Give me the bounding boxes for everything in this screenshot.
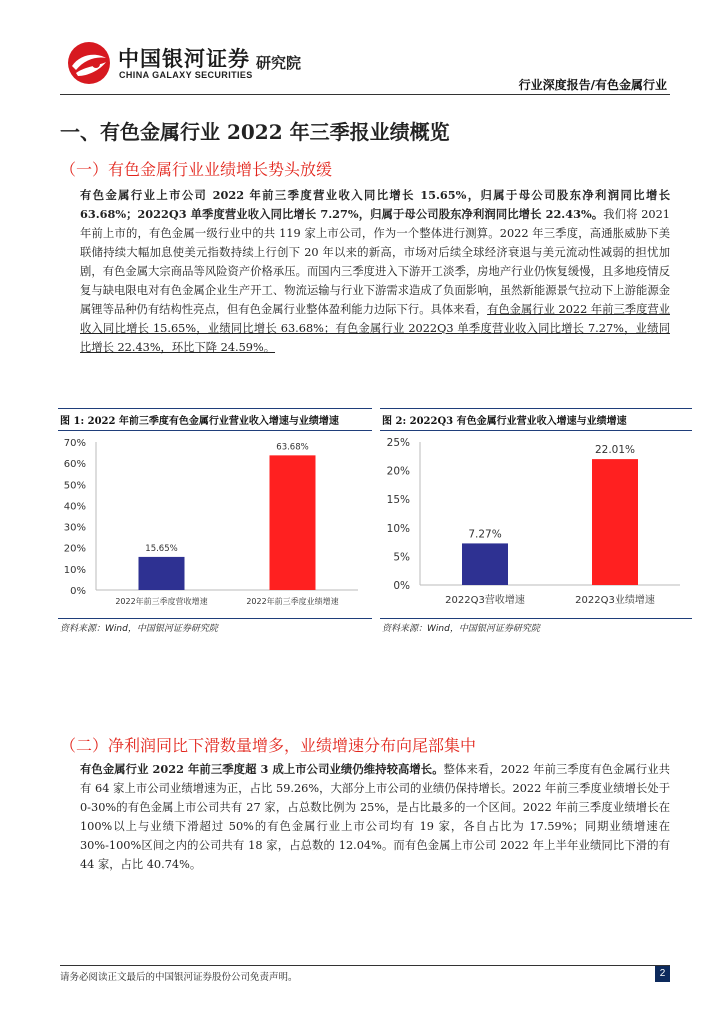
chart-1 xyxy=(58,432,372,616)
logo-chinese-name: 中国银河证券 xyxy=(118,47,250,71)
y-tick-label: 10% xyxy=(63,564,86,576)
y-tick-label: 0% xyxy=(393,580,410,592)
institute-label: 研究院 xyxy=(256,54,302,72)
fig1-title: 图 1: 2022 年前三季度有色金属行业营业收入增速与业绩增速 xyxy=(60,416,339,427)
bar-value-label: 7.27% xyxy=(468,528,502,541)
bar xyxy=(139,557,185,590)
footer-disclaimer: 请务必阅读正文最后的中国银河证券股份公司免责声明。 xyxy=(60,972,298,983)
footer-divider xyxy=(60,965,670,966)
report-type: 行业深度报告/有色金属行业 xyxy=(518,78,667,92)
fig1-title-rule xyxy=(58,430,372,431)
y-tick-label: 25% xyxy=(386,437,410,449)
subsection-2-title: （二）净利润同比下滑数量增多，业绩增速分布向尾部集中 xyxy=(60,736,477,755)
fig2-title: 图 2: 2022Q3 有色金属行业营业收入增速与业绩增速 xyxy=(382,416,627,427)
y-tick-label: 60% xyxy=(63,459,86,471)
fig2-title-rule xyxy=(380,430,692,431)
fig1-top-rule xyxy=(58,408,372,409)
fig2-top-rule xyxy=(380,408,692,409)
fig1-source: 资料来源：Wind，中国银河证券研究院 xyxy=(60,624,218,634)
y-tick-label: 70% xyxy=(63,438,86,449)
x-category-label: 2022Q3业绩增速 xyxy=(575,595,655,606)
x-category-label: 2022Q3营收增速 xyxy=(445,595,525,606)
y-tick-label: 30% xyxy=(63,522,86,534)
x-category-label: 2022年前三季度营收增速 xyxy=(115,597,208,606)
bar-value-label: 15.65% xyxy=(145,543,178,554)
paragraph-2-body: 整体来看，2022 年前三季度有色金属行业共有 64 家上市公司业绩增速为正，占比 59.26%，大部分上市公司的业绩仍保持增长。2022 年前三季度业绩增长处于 0-30%的有色金属上市公司共有 27 家，占总数比例为 25%，是占比最多的一个区间。2022 年前三季度业绩增长在 100%以上与业绩下滑超过 50%的有色金属行业上市公司均有 19 家，各自占比为 17.59%；同期业绩增速在 30%-100%区间之内的公司共有 18 家，占总数的 12.04%。而有色金属上市公司 2022 年上半年业绩同比下滑的有 44 家，占比 40.74%。 xyxy=(80,763,670,871)
section-title: 一、有色金属行业 2022 年三季报业绩概览 xyxy=(60,120,450,144)
x-category-label: 2022年前三季度业绩增速 xyxy=(246,597,339,606)
paragraph-1-body: 我们将 2021 年前上市的，有色金属一级行业中的共 119 家上市公司，作为一个整体进行测算。2022 年三季度，高通胀威胁下美联储持续大幅加息使美元指数持续上行创下 20 年以来的新高，市场对后续全球经济衰退与美元流动性减弱的担忧加剧，有色金属大宗商品等风险资产价格承压。而国内三季度进入下游开工淡季，房地产行业仍恢复缓慢，且多地疫情反复与缺电限电对有色金属企业生产开工、物流运输与行业下游需求造成了负面影响，虽然新能源景气拉动下上游能源金属锂等品种仍有结构性亮点，但有色金属行业整体盈利能力边际下行。具体来看， xyxy=(80,208,670,316)
y-tick-label: 15% xyxy=(386,494,410,507)
header-divider xyxy=(60,94,670,95)
fig2-source: 资料来源：Wind，中国银河证券研究院 xyxy=(382,624,540,634)
y-tick-label: 40% xyxy=(63,501,86,513)
fig2-source-rule xyxy=(380,618,692,619)
y-tick-label: 0% xyxy=(70,586,86,597)
y-tick-label: 10% xyxy=(386,522,410,535)
y-tick-label: 5% xyxy=(393,551,410,564)
galaxy-logo-icon xyxy=(66,40,112,86)
bar xyxy=(592,459,638,585)
paragraph-1 xyxy=(80,186,670,357)
y-tick-label: 50% xyxy=(63,480,86,492)
fig1-source-rule xyxy=(58,618,372,619)
y-tick-label: 20% xyxy=(386,465,410,478)
paragraph-2-lead: 有色金属行业 2022 年前三季度超 3 成上市公司业绩仍维持较高增长。 xyxy=(80,762,444,776)
subsection-1-title: （一）有色金属行业业绩增长势头放缓 xyxy=(60,160,333,179)
bar-value-label: 22.01% xyxy=(594,444,636,457)
bar xyxy=(270,455,316,590)
logo-english-name: CHINA GALAXY SECURITIES xyxy=(119,70,253,80)
paragraph-1-lead: 有色金属行业上市公司 2022 年前三季度营业收入同比增长 15.65%，归属于母公司股东净利润同比增长 63.68%；2022Q3 单季度营业收入同比增长 7.27%，归属于母公司股东净利润同比增长 22.43%。 xyxy=(80,188,670,221)
paragraph-1-underlined: 有色金属行业 2022 年前三季度营业收入同比增长 15.65%，业绩同比增长 63.68%；有色金属行业 2022Q3 单季度营业收入同比增长 7.27%，业绩同比增长 22.43%，环比下降 24.59%。 xyxy=(80,303,670,354)
page-number: 2 xyxy=(655,966,670,982)
paragraph-2 xyxy=(80,760,670,874)
y-tick-label: 20% xyxy=(63,543,86,555)
bar-value-label: 63.68% xyxy=(276,442,309,453)
bar xyxy=(462,543,508,585)
chart-2 xyxy=(380,432,692,616)
